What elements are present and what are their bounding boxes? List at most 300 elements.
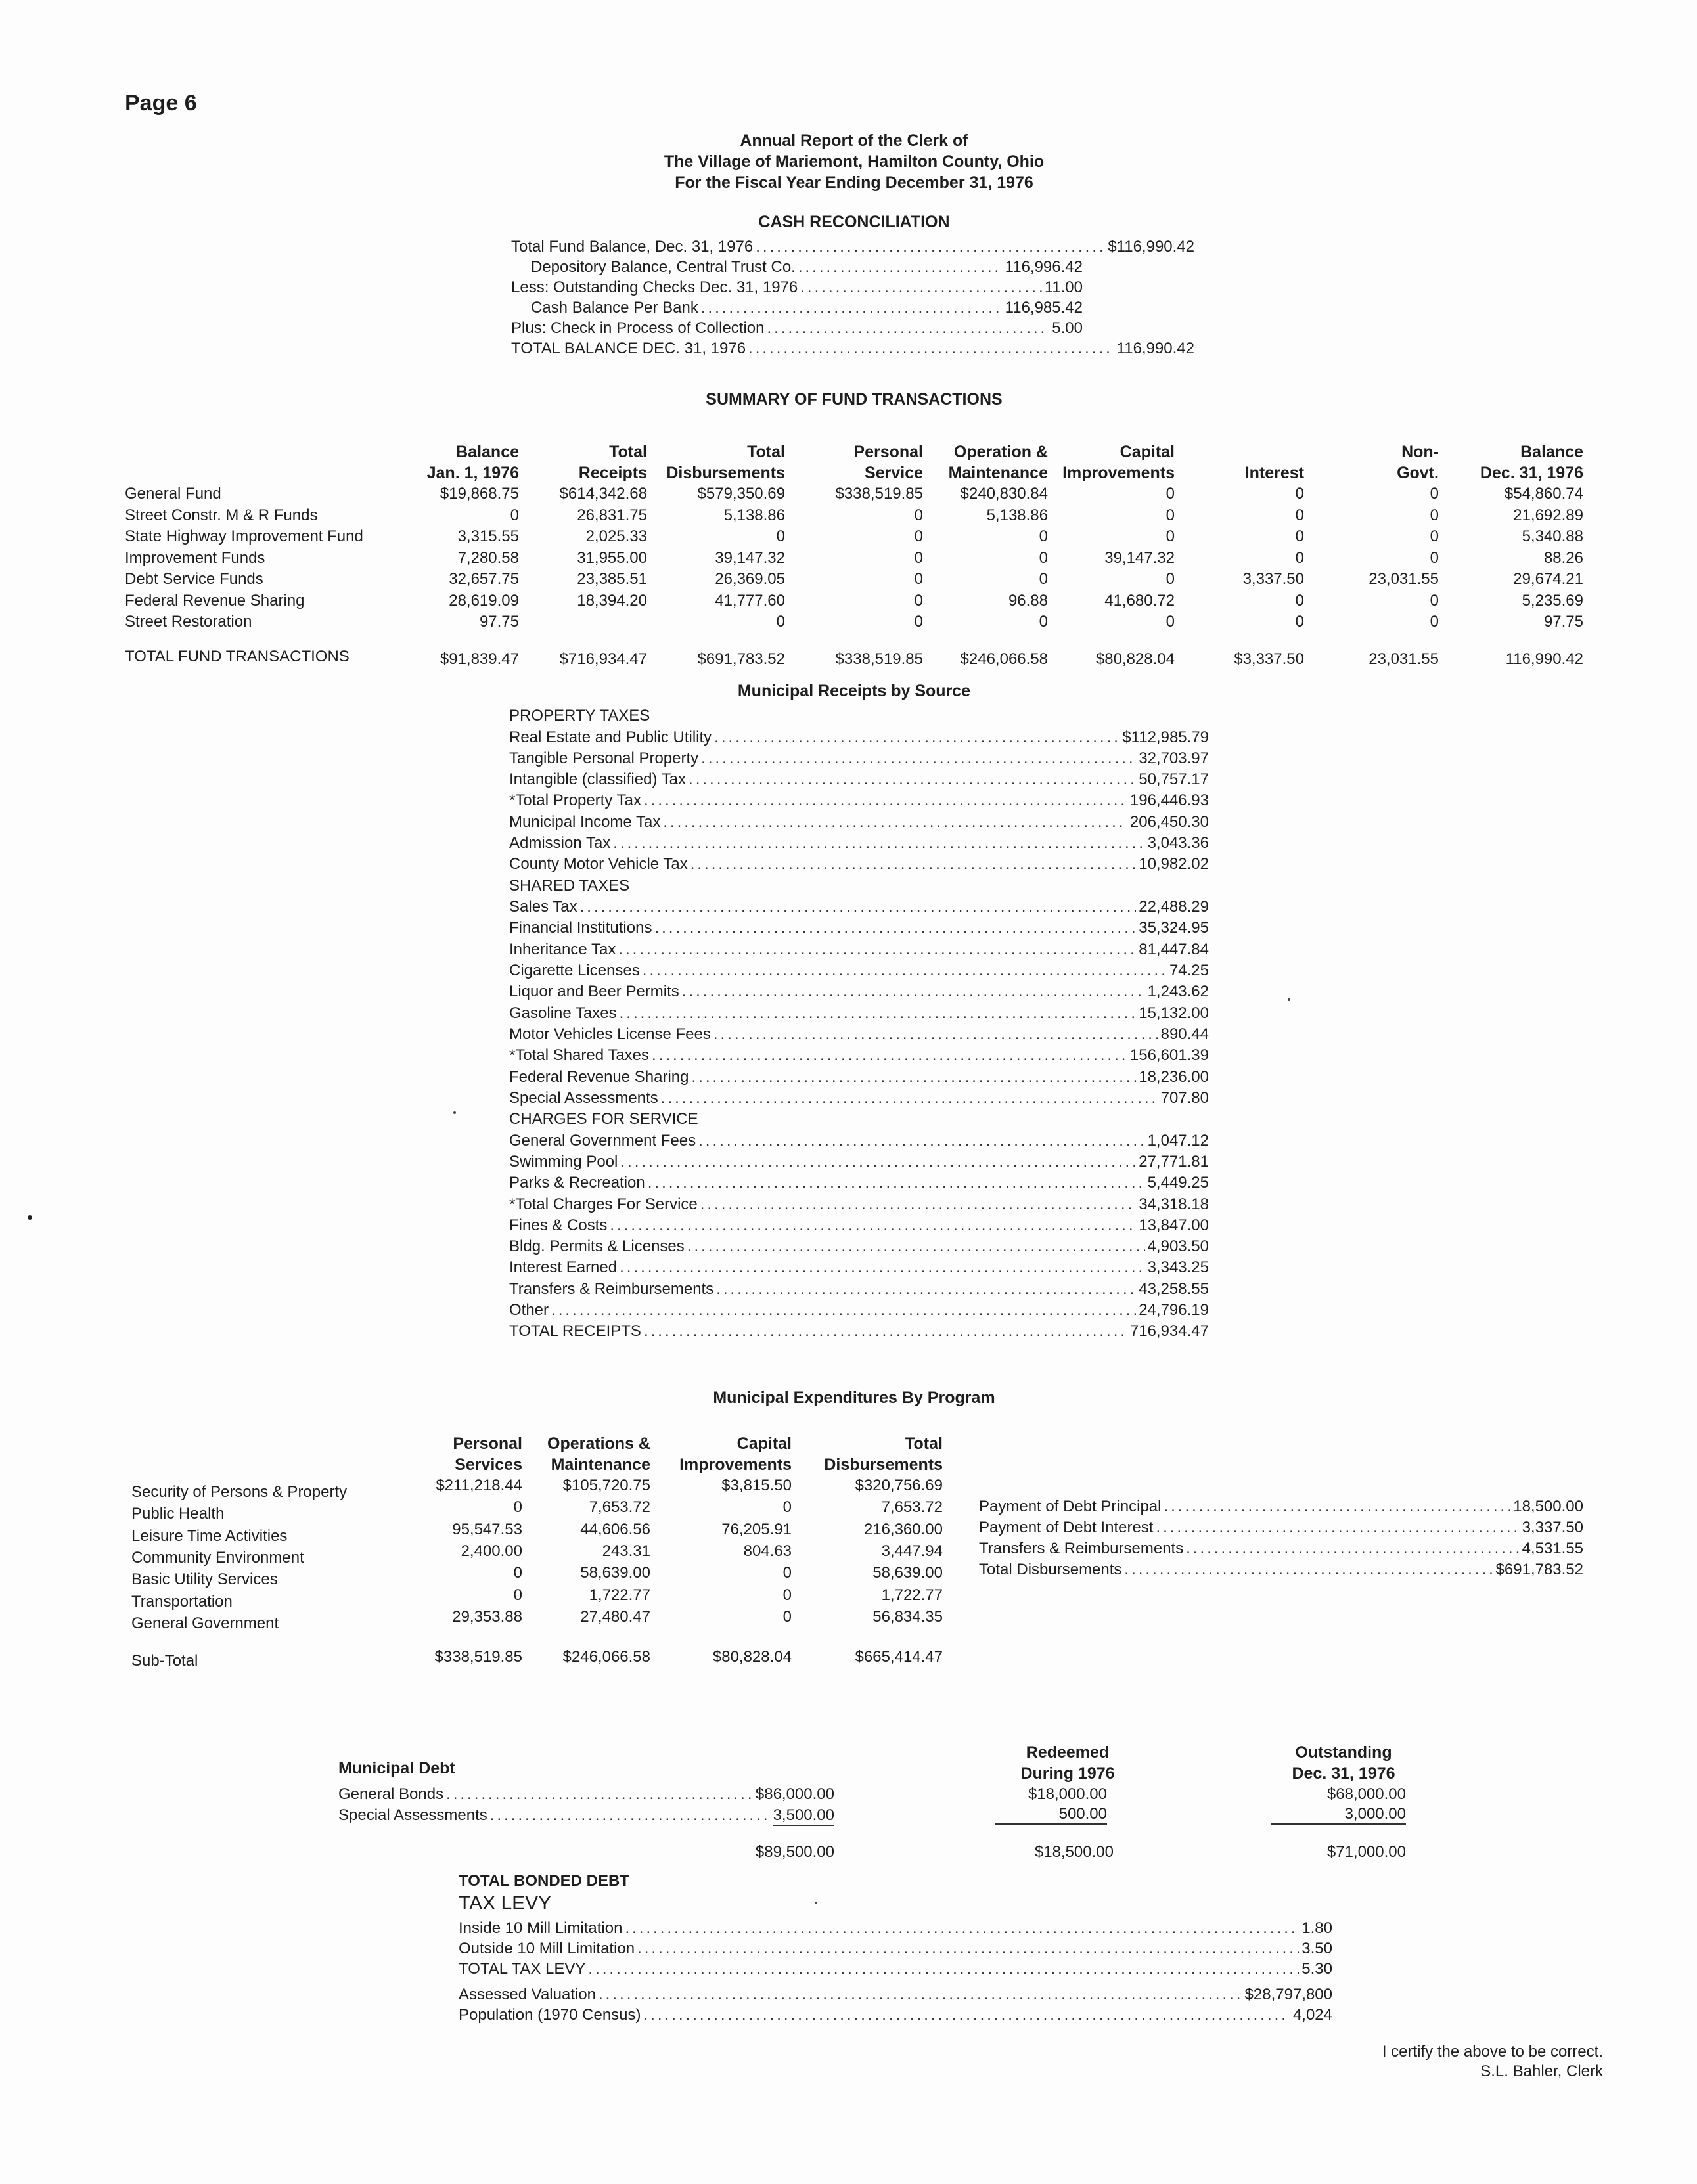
receipt-line <box>509 1130 1209 1151</box>
receipt-line <box>509 960 1209 981</box>
tax-levy-line <box>459 1918 1332 1939</box>
fund-col-header: Jan. 1, 1976 <box>426 464 519 482</box>
disbursement-line <box>979 1559 1583 1580</box>
exp-cell: 0 <box>782 1586 792 1604</box>
fund-row-name: Improvement Funds <box>125 548 265 567</box>
exp-col-header: Maintenance <box>551 1456 650 1474</box>
cash-line-label: Cash Balance Per Bank <box>531 299 698 317</box>
fund-cell: 26,831.75 <box>577 506 647 524</box>
leader-dots <box>610 1215 1136 1236</box>
fund-cell: 0 <box>1430 527 1439 545</box>
cash-line-label: Depository Balance, Central Trust Co. <box>531 258 796 276</box>
receipt-line <box>509 1215 1209 1236</box>
debt-outstanding-cell: $68,000.00 <box>1326 1785 1406 1803</box>
cash-line-value: 116,996.42 <box>1005 258 1083 276</box>
receipt-line-value: 34,318.18 <box>1139 1195 1209 1213</box>
fund-cell: 3,337.50 <box>1242 570 1304 588</box>
page-label: Page 6 <box>125 91 197 116</box>
exp-cell: 804.63 <box>743 1542 792 1560</box>
exp-subtotal-cell: $80,828.04 <box>712 1648 792 1666</box>
receipt-line-label: Sales Tax <box>509 898 577 916</box>
receipt-line-value: 206,450.30 <box>1129 813 1209 831</box>
receipt-line-value: 13,847.00 <box>1139 1216 1209 1234</box>
outstanding-header: Dec. 31, 1976 <box>1292 1764 1395 1783</box>
receipt-line <box>509 981 1209 1002</box>
fund-cell: 0 <box>1295 548 1304 567</box>
receipt-line <box>509 1236 1209 1257</box>
exp-cell: $105,720.75 <box>562 1477 650 1494</box>
fund-cell: 0 <box>1430 613 1439 631</box>
receipt-line-value: 32,703.97 <box>1139 749 1209 767</box>
fund-cell: 29,674.21 <box>1513 570 1583 588</box>
fund-cell: 5,340.88 <box>1522 527 1583 545</box>
receipt-line-label: Special Assessments <box>509 1088 658 1107</box>
leader-dots <box>620 1003 1137 1024</box>
receipt-line-value: 24,796.19 <box>1139 1301 1209 1319</box>
fund-cell: 97.75 <box>479 613 519 631</box>
receipt-line-label: Liquor and Beer Permits <box>509 983 679 1001</box>
fund-col-header-top: Total <box>747 443 785 461</box>
cash-reconciliation-title: CASH RECONCILIATION <box>758 213 950 231</box>
fund-cell: 31,955.00 <box>577 548 647 567</box>
leader-dots <box>701 298 1003 319</box>
debt-line <box>338 1784 834 1805</box>
clerk-signature: S.L. Bahler, Clerk <box>1480 2062 1603 2080</box>
fund-summary-title: SUMMARY OF FUND TRANSACTIONS <box>706 390 1003 409</box>
leader-dots <box>714 727 1120 748</box>
cash-line-value: 11.00 <box>1044 279 1083 296</box>
receipt-line-label: Municipal Income Tax <box>509 813 661 831</box>
tax-levy-line-value: 1.80 <box>1301 1919 1332 1937</box>
cash-line-value: $116,990.42 <box>1108 238 1194 256</box>
debt-line <box>338 1805 834 1826</box>
receipt-line <box>509 1067 1209 1088</box>
receipt-line-label: Financial Institutions <box>509 919 652 937</box>
leader-dots <box>490 1805 771 1826</box>
fund-cell: 0 <box>1039 613 1048 631</box>
disbursement-line-value: 3,337.50 <box>1522 1519 1583 1536</box>
disbursement-line-label: Payment of Debt Principal <box>979 1498 1162 1515</box>
exp-cell: 27,480.47 <box>580 1607 650 1626</box>
leader-dots <box>618 939 1136 960</box>
fund-cell: $579,350.69 <box>697 485 785 502</box>
leader-dots <box>798 257 1003 278</box>
leader-dots <box>625 1918 1299 1939</box>
tax-levy-line-value: 4,024 <box>1292 2006 1332 2024</box>
fund-row-name: General Fund <box>125 485 221 502</box>
leader-dots <box>644 790 1127 811</box>
exp-cell: 7,653.72 <box>589 1498 650 1517</box>
exp-cell: 58,639.00 <box>872 1564 943 1582</box>
cash-line-label: Total Fund Balance, Dec. 31, 1976 <box>511 238 754 256</box>
cash-line <box>511 338 1194 359</box>
receipt-line <box>509 897 1209 918</box>
receipt-line <box>509 1045 1209 1066</box>
exp-col-header: Services <box>455 1456 522 1474</box>
disbursement-line-value: 4,531.55 <box>1522 1540 1583 1557</box>
debt-line-value: 3,500.00 <box>773 1806 834 1826</box>
receipt-line-value: 707.80 <box>1160 1088 1209 1107</box>
fund-cell: 0 <box>1430 548 1439 567</box>
leader-dots <box>644 1321 1127 1342</box>
exp-row-name: Public Health <box>131 1505 225 1523</box>
fund-cell: 32,657.75 <box>449 570 519 588</box>
leader-dots <box>644 2005 1290 2026</box>
fund-cell: 41,777.60 <box>715 591 785 610</box>
fund-col-header-top: Personal <box>853 443 923 461</box>
fund-col-header: Maintenance <box>948 464 1048 482</box>
exp-subtotal-cell: $665,414.47 <box>855 1648 943 1666</box>
cash-line-value: 116,985.42 <box>1005 299 1083 317</box>
leader-dots <box>643 960 1167 981</box>
receipt-line <box>509 918 1209 939</box>
receipt-line-value: 3,343.25 <box>1147 1259 1209 1277</box>
fund-cell: 41,680.72 <box>1104 591 1175 610</box>
receipt-line <box>509 790 1209 811</box>
exp-row-name: Basic Utility Services <box>131 1571 278 1589</box>
fund-cell: $54,860.74 <box>1504 485 1583 502</box>
receipt-line-label: Tangible Personal Property <box>509 749 699 767</box>
exp-cell: 0 <box>782 1607 792 1626</box>
leader-dots <box>1156 1517 1519 1538</box>
fund-total-cell: $691,783.52 <box>697 650 785 668</box>
outstanding-header-top: Outstanding <box>1295 1743 1392 1762</box>
leader-dots <box>756 236 1105 257</box>
fund-cell: 0 <box>1295 485 1304 502</box>
receipt-line-label: Bldg. Permits & Licenses <box>509 1237 685 1256</box>
exp-col-header: Improvements <box>679 1456 792 1474</box>
leader-dots <box>637 1938 1299 1959</box>
debt-line-label: General Bonds <box>338 1785 444 1803</box>
fund-cell: 5,138.86 <box>723 506 785 524</box>
exp-col-header-top: Total <box>905 1435 943 1453</box>
leader-dots <box>652 1045 1127 1066</box>
fund-cell: 0 <box>510 506 519 524</box>
receipt-line-label: County Motor Vehicle Tax <box>509 855 688 874</box>
disbursement-line-label: Total Disbursements <box>979 1561 1122 1578</box>
receipt-line <box>509 1151 1209 1172</box>
debt-redeemed-cell: $18,000.00 <box>1028 1785 1107 1803</box>
leader-dots <box>1124 1559 1493 1580</box>
receipt-line-value: 35,324.95 <box>1139 919 1209 937</box>
receipt-line <box>509 769 1209 790</box>
exp-row-name: Transportation <box>131 1592 233 1611</box>
receipt-line <box>509 833 1209 854</box>
receipt-line-label: *Total Charges For Service <box>509 1195 698 1213</box>
header-line-1: Annual Report of the Clerk of <box>740 131 968 150</box>
fund-cell: 0 <box>1165 527 1175 545</box>
leader-dots <box>682 981 1145 1002</box>
exp-cell: 44,606.56 <box>580 1520 650 1538</box>
leader-dots <box>800 277 1041 298</box>
exp-cell: 0 <box>782 1498 792 1517</box>
debt-total-amount: $89,500.00 <box>755 1843 834 1861</box>
disbursement-line-label: Transfers & Reimbursements <box>979 1540 1184 1557</box>
exp-col-header-top: Operations & <box>547 1435 650 1453</box>
fund-col-header-top: Non- <box>1401 443 1439 461</box>
receipt-line-value: 196,446.93 <box>1129 791 1209 810</box>
total-bonded-debt-label: TOTAL BONDED DEBT <box>459 1872 630 1890</box>
receipt-line <box>509 1172 1209 1193</box>
fund-col-header-top: Capital <box>1120 443 1175 461</box>
scan-speck <box>1288 998 1290 1001</box>
exp-cell: 216,360.00 <box>863 1520 943 1538</box>
receipt-line <box>509 1300 1209 1321</box>
exp-cell: 1,722.77 <box>589 1586 650 1604</box>
fund-row-name: State Highway Improvement Fund <box>125 527 363 545</box>
cash-line <box>511 236 1194 257</box>
fund-cell: 28,619.09 <box>449 591 519 610</box>
exp-cell: $211,218.44 <box>436 1477 522 1494</box>
tax-levy-line-value: $28,797,800 <box>1244 1986 1332 2003</box>
fund-cell: 21,692.89 <box>1513 506 1583 524</box>
exp-cell: 56,834.35 <box>872 1607 943 1626</box>
receipt-line-value: 22,488.29 <box>1139 898 1209 916</box>
receipt-line-label: Parks & Recreation <box>509 1174 645 1192</box>
fund-row-name: Street Constr. M & R Funds <box>125 506 318 524</box>
debt-title: Municipal Debt <box>338 1759 455 1777</box>
fund-cell: 2,025.33 <box>585 527 647 545</box>
receipt-line-label: Inheritance Tax <box>509 940 616 958</box>
tax-levy-line-label: Inside 10 Mill Limitation <box>459 1919 623 1937</box>
receipt-line <box>509 812 1209 833</box>
exp-cell: 2,400.00 <box>461 1542 522 1560</box>
cash-line-label: Less: Outstanding Checks Dec. 31, 1976 <box>511 279 798 296</box>
fund-cell: $614,342.68 <box>559 485 647 502</box>
exp-cell: 7,653.72 <box>881 1498 943 1517</box>
fund-cell: 97.75 <box>1543 613 1583 631</box>
fund-cell: 23,031.55 <box>1369 570 1439 588</box>
cash-line-label: Plus: Check in Process of Collection <box>511 319 765 337</box>
exp-cell: 3,447.94 <box>881 1542 943 1560</box>
receipt-line-value: 1,047.12 <box>1147 1131 1209 1149</box>
fund-cell: $240,830.84 <box>960 485 1048 502</box>
receipt-line-label: Interest Earned <box>509 1259 618 1277</box>
tax-levy-line <box>459 2005 1332 2026</box>
fund-col-header: Receipts <box>578 464 647 482</box>
fund-total-cell: $80,828.04 <box>1095 650 1175 668</box>
receipt-line-value: 716,934.47 <box>1129 1322 1209 1341</box>
fund-cell: 96.88 <box>1008 591 1048 610</box>
debt-redeemed-cell: 500.00 <box>995 1805 1107 1825</box>
leader-dots <box>1164 1496 1510 1517</box>
receipt-line-label: Other <box>509 1301 549 1319</box>
certification-line: I certify the above to be correct. <box>1382 2043 1603 2061</box>
exp-cell: 243.31 <box>602 1542 650 1560</box>
fund-cell: 0 <box>1165 570 1175 588</box>
leader-dots <box>692 1067 1137 1088</box>
fund-cell: 0 <box>1430 506 1439 524</box>
cash-line-value: 5.00 <box>1052 319 1083 337</box>
receipt-line-label: Real Estate and Public Utility <box>509 728 712 746</box>
debt-line-label: Special Assessments <box>338 1806 487 1824</box>
tax-levy-line <box>459 1984 1332 2005</box>
fund-total-cell: 23,031.55 <box>1369 650 1439 668</box>
fund-row-name: Debt Service Funds <box>125 570 263 588</box>
fund-cell: 88.26 <box>1543 548 1583 567</box>
fund-col-header-top: Operation & <box>953 443 1048 461</box>
disbursement-line <box>979 1496 1583 1517</box>
leader-dots <box>551 1300 1136 1321</box>
leader-dots <box>446 1784 753 1805</box>
leader-dots <box>689 769 1136 790</box>
leader-dots <box>767 318 1050 339</box>
fund-cell: 5,235.69 <box>1522 591 1583 610</box>
leader-dots <box>620 1257 1144 1278</box>
fund-cell: 5,138.86 <box>986 506 1048 524</box>
leader-dots <box>690 854 1137 875</box>
exp-cell: $320,756.69 <box>855 1477 943 1494</box>
receipt-line <box>509 1003 1209 1024</box>
receipt-line <box>509 1194 1209 1215</box>
fund-col-header: Dec. 31, 1976 <box>1480 464 1583 482</box>
tax-levy-line-label: Assessed Valuation <box>459 1986 597 2003</box>
exp-cell: 29,353.88 <box>452 1607 522 1626</box>
leader-dots <box>700 1194 1136 1215</box>
cash-line <box>511 277 1083 298</box>
fund-col-header: Interest <box>1244 464 1304 482</box>
receipt-line-value: 1,243.62 <box>1147 983 1209 1001</box>
receipt-line-value: 43,258.55 <box>1139 1280 1209 1298</box>
fund-cell: 0 <box>1039 570 1048 588</box>
disbursement-line-value: $691,783.52 <box>1495 1561 1583 1578</box>
leader-dots <box>701 748 1136 769</box>
exp-cell: 95,547.53 <box>452 1520 522 1538</box>
receipt-line-value: 156,601.39 <box>1129 1046 1209 1065</box>
disbursement-line <box>979 1538 1583 1559</box>
receipt-line-value: 27,771.81 <box>1139 1152 1209 1170</box>
exp-cell: 58,639.00 <box>580 1564 650 1582</box>
receipts-title: Municipal Receipts by Source <box>737 682 971 700</box>
exp-row-name: Security of Persons & Property <box>131 1483 348 1501</box>
fund-cell: 0 <box>1165 506 1175 524</box>
receipt-line-label: Gasoline Taxes <box>509 1004 617 1022</box>
leader-dots <box>654 918 1136 939</box>
exp-cell: $3,815.50 <box>721 1477 792 1494</box>
receipts-section-heading: PROPERTY TAXES <box>509 707 650 724</box>
fund-cell: 0 <box>1165 613 1175 631</box>
leader-dots <box>748 338 1114 359</box>
leader-dots <box>648 1172 1145 1193</box>
exp-cell: 1,722.77 <box>881 1586 943 1604</box>
receipts-section-heading: SHARED TAXES <box>509 876 630 895</box>
report-header <box>591 130 1117 193</box>
fund-cell: 0 <box>1039 548 1048 567</box>
disbursement-line-value: 18,500.00 <box>1513 1498 1583 1515</box>
exp-col-header-top: Capital <box>736 1435 792 1453</box>
leader-dots <box>698 1130 1144 1151</box>
receipt-line-value: 890.44 <box>1160 1025 1209 1043</box>
receipt-line-value: 10,982.02 <box>1139 855 1209 874</box>
exp-subtotal-cell: $246,066.58 <box>562 1648 650 1666</box>
header-line-3: For the Fiscal Year Ending December 31, 1976 <box>675 173 1033 192</box>
fund-total-cell: 116,990.42 <box>1505 650 1583 668</box>
debt-total-redeemed: $18,500.00 <box>1034 1843 1114 1861</box>
leader-dots <box>1186 1538 1519 1559</box>
fund-cell: 0 <box>1039 527 1048 545</box>
receipt-line-label: Federal Revenue Sharing <box>509 1067 689 1086</box>
fund-cell: 0 <box>914 613 923 631</box>
exp-cell: 76,205.91 <box>721 1520 792 1538</box>
exp-subtotal-cell: $338,519.85 <box>434 1648 522 1666</box>
tax-levy-line-label: Outside 10 Mill Limitation <box>459 1940 635 1957</box>
disbursement-line <box>979 1517 1583 1538</box>
fund-cell: 0 <box>1295 506 1304 524</box>
fund-cell: 0 <box>1295 527 1304 545</box>
receipt-line-label: Swimming Pool <box>509 1152 618 1170</box>
fund-cell: 0 <box>914 527 923 545</box>
receipt-line-label: General Government Fees <box>509 1131 696 1149</box>
exp-col-header-top: Personal <box>453 1435 522 1453</box>
fund-cell: 0 <box>914 506 923 524</box>
fund-col-header-top: Total <box>609 443 647 461</box>
tax-levy-line-value: 5.30 <box>1301 1960 1332 1978</box>
fund-cell: 0 <box>914 548 923 567</box>
receipt-line-label: Motor Vehicles License Fees <box>509 1025 711 1043</box>
receipt-line <box>509 1257 1209 1278</box>
receipt-line <box>509 854 1209 875</box>
scan-speck <box>28 1215 32 1220</box>
debt-outstanding-cell: 3,000.00 <box>1271 1805 1406 1825</box>
receipt-line-value: 3,043.36 <box>1147 834 1209 852</box>
exp-row-name: Community Environment <box>131 1548 304 1567</box>
fund-cell: 39,147.32 <box>715 548 785 567</box>
exp-cell: 0 <box>513 1498 522 1517</box>
fund-col-header: Service <box>865 464 923 482</box>
receipt-line-label: Cigarette Licenses <box>509 962 640 979</box>
receipt-line <box>509 939 1209 960</box>
receipt-line <box>509 1279 1209 1300</box>
fund-total-name: TOTAL FUND TRANSACTIONS <box>125 647 350 665</box>
fund-col-header-top: Balance <box>1520 443 1583 461</box>
disbursement-line-label: Payment of Debt Interest <box>979 1519 1154 1536</box>
exp-subtotal-name: Sub-Total <box>131 1652 198 1670</box>
fund-row-name: Federal Revenue Sharing <box>125 591 305 610</box>
leader-dots <box>580 897 1137 918</box>
exp-col-header: Disbursements <box>824 1456 943 1474</box>
tax-levy-line <box>459 1938 1332 1959</box>
fund-total-cell: $716,934.47 <box>559 650 647 668</box>
receipt-line-value: 5,449.25 <box>1147 1174 1209 1192</box>
fund-cell: 3,315.55 <box>457 527 519 545</box>
receipt-line <box>509 1024 1209 1045</box>
exp-row-name: General Government <box>131 1614 279 1632</box>
receipts-section-heading: CHARGES FOR SERVICE <box>509 1110 698 1128</box>
receipt-line-value: 4,903.50 <box>1147 1237 1209 1256</box>
tax-levy-line-label: Population (1970 Census) <box>459 2006 641 2024</box>
scan-speck <box>815 1902 817 1904</box>
fund-total-cell: $338,519.85 <box>835 650 923 668</box>
fund-col-header: Improvements <box>1062 464 1175 482</box>
fund-cell: 0 <box>1430 591 1439 610</box>
scan-speck <box>453 1111 456 1114</box>
leader-dots <box>599 1984 1242 2005</box>
cash-line-label: TOTAL BALANCE DEC. 31, 1976 <box>511 340 746 357</box>
tax-levy-line-label: TOTAL TAX LEVY <box>459 1960 586 1978</box>
fund-cell: 0 <box>1430 485 1439 502</box>
exp-row-name: Leisure Time Activities <box>131 1527 288 1545</box>
leader-dots <box>661 1088 1158 1109</box>
cash-line <box>511 318 1083 339</box>
municipal-debt <box>338 1742 1455 1873</box>
receipt-line-label: Admission Tax <box>509 834 611 852</box>
debt-line-value: $86,000.00 <box>755 1785 834 1803</box>
tax-levy-line <box>459 1959 1332 1980</box>
receipt-line-label: Intangible (classified) Tax <box>509 770 687 789</box>
receipt-line-label: TOTAL RECEIPTS <box>509 1322 641 1341</box>
leader-dots <box>620 1151 1136 1172</box>
leader-dots <box>687 1236 1145 1257</box>
